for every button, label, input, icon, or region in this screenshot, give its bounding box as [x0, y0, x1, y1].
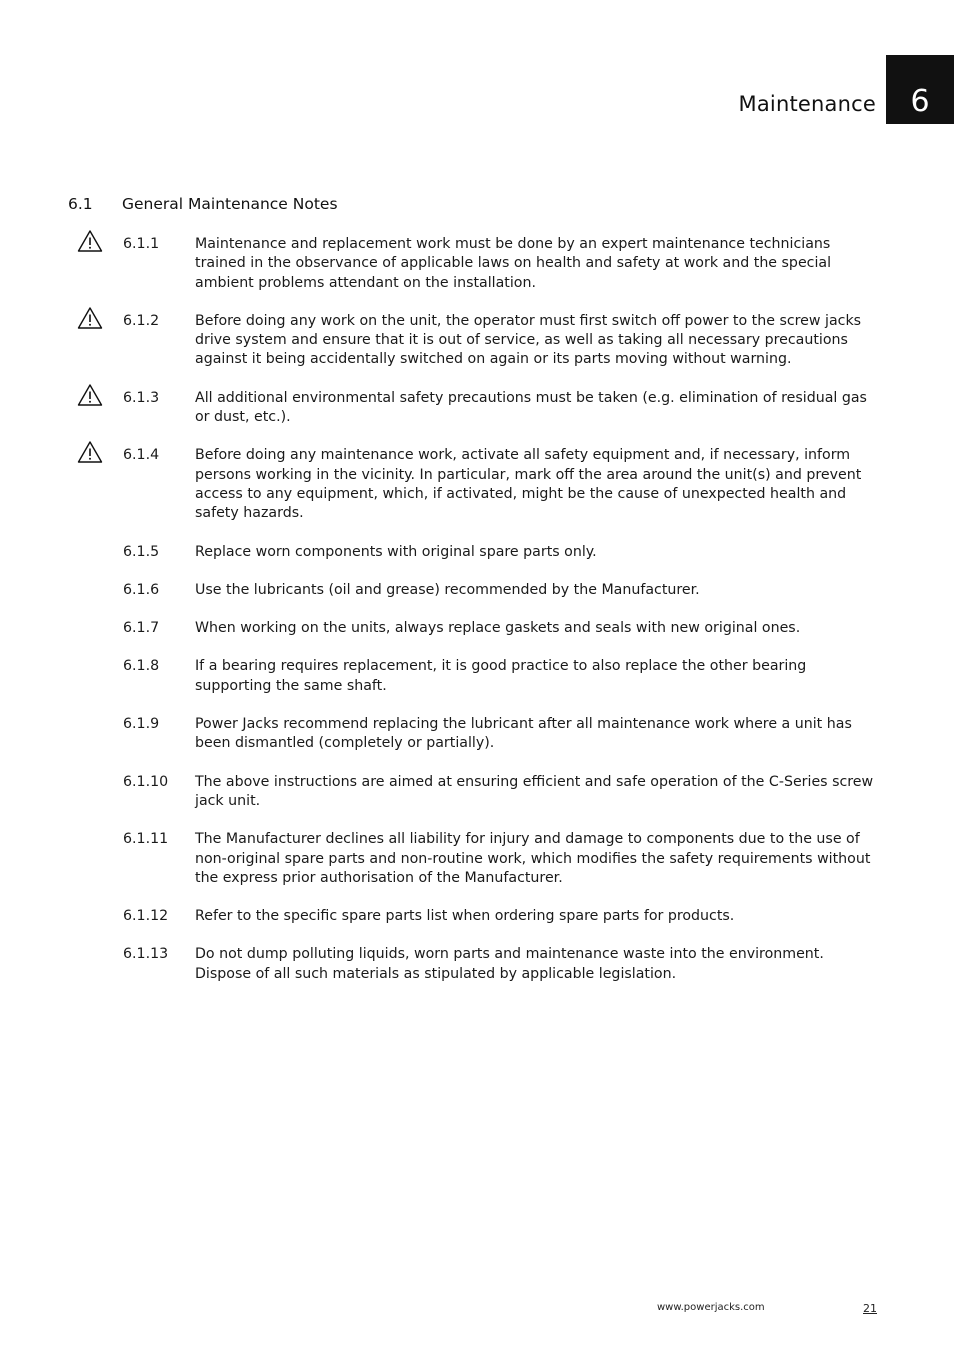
warning-triangle-icon	[77, 383, 103, 407]
chapter-tab: 6	[886, 55, 954, 124]
item-number: 6.1.2	[123, 312, 160, 329]
item-text: The Manufacturer declines all liability for injury and damage to components due to the use of non-original spare parts and non-routine work, which modifies the safety requirements without the express prior authorisation of the Manufacturer.	[195, 831, 871, 886]
list-item	[0, 581, 954, 600]
list-item	[0, 907, 954, 926]
list-item	[0, 235, 954, 293]
maintenance-notes-list	[0, 235, 954, 1003]
list-item	[0, 773, 954, 812]
chapter-title: Maintenance	[738, 92, 876, 116]
item-number: 6.1.9	[123, 716, 160, 733]
item-text: Replace worn components with original spare parts only.	[195, 543, 597, 560]
item-number: 6.1.13	[123, 946, 169, 963]
item-number: 6.1.7	[123, 620, 160, 637]
item-number: 6.1.10	[123, 773, 169, 790]
item-number: 6.1.6	[123, 581, 160, 598]
list-item	[0, 657, 954, 696]
item-number: 6.1.1	[123, 236, 160, 252]
item-number: 6.1.3	[123, 389, 160, 406]
item-text: Use the lubricants (oil and grease) recommended by the Manufacturer.	[195, 581, 700, 598]
item-text: Power Jacks recommend replacing the lubricant after all maintenance work where a unit has been dismantled (completely or partially).	[195, 716, 852, 752]
section-number: 6.1	[68, 195, 93, 213]
list-item	[0, 945, 954, 984]
item-text: The above instructions are aimed at ensuring efficient and safe operation of the C-Series screw jack unit.	[195, 773, 874, 809]
item-number: 6.1.12	[123, 908, 169, 925]
item-number: 6.1.4	[123, 447, 160, 464]
footer-page-number[interactable]: 21	[863, 1302, 877, 1315]
item-number: 6.1.5	[123, 543, 160, 560]
item-text: Do not dump polluting liquids, worn parts and maintenance waste into the environment. Dispose of all such materials as stipulated by applicable legislation.	[195, 946, 824, 982]
section-title: General Maintenance Notes	[122, 195, 338, 213]
warning-triangle-icon	[77, 306, 103, 330]
item-text: If a bearing requires replacement, it is good practice to also replace the other bearing supporting the same shaft.	[195, 658, 807, 694]
list-item	[0, 715, 954, 754]
item-number: 6.1.8	[123, 658, 160, 675]
item-text: Before doing any work on the unit, the operator must first switch off power to the screw jacks drive system and ensure that it is out of service, as well as taking all necessary precautions against it being accidentally switched on again or its parts moving without warning.	[195, 312, 862, 368]
item-text: All additional environmental safety precautions must be taken (e.g. elimination of residual gas or dust, etc.).	[195, 389, 867, 426]
list-item	[0, 446, 954, 523]
list-item	[0, 389, 954, 428]
list-item	[0, 543, 954, 562]
item-text: When working on the units, always replace gaskets and seals with new original ones.	[195, 620, 801, 637]
list-item	[0, 830, 954, 888]
footer-url[interactable]: www.powerjacks.com	[657, 1302, 765, 1313]
item-text: Before doing any maintenance work, activate all safety equipment and, if necessary, inform persons working in the vicinity. In particular, mark off the area around the unit(s) and prevent access to any equipment, which, if activated, might be the cause of unexpected health and safety hazards.	[195, 447, 862, 522]
warning-triangle-icon	[77, 440, 103, 464]
item-number: 6.1.11	[123, 831, 169, 848]
list-item	[0, 619, 954, 638]
warning-triangle-icon	[77, 229, 103, 253]
item-text: Maintenance and replacement work must be done by an expert maintenance technicians trained in the observance of applicable laws on health and safety at work and the special ambient problems attendant on the installation.	[195, 236, 832, 291]
list-item	[0, 312, 954, 370]
item-text: Refer to the specific spare parts list when ordering spare parts for products.	[195, 908, 735, 925]
